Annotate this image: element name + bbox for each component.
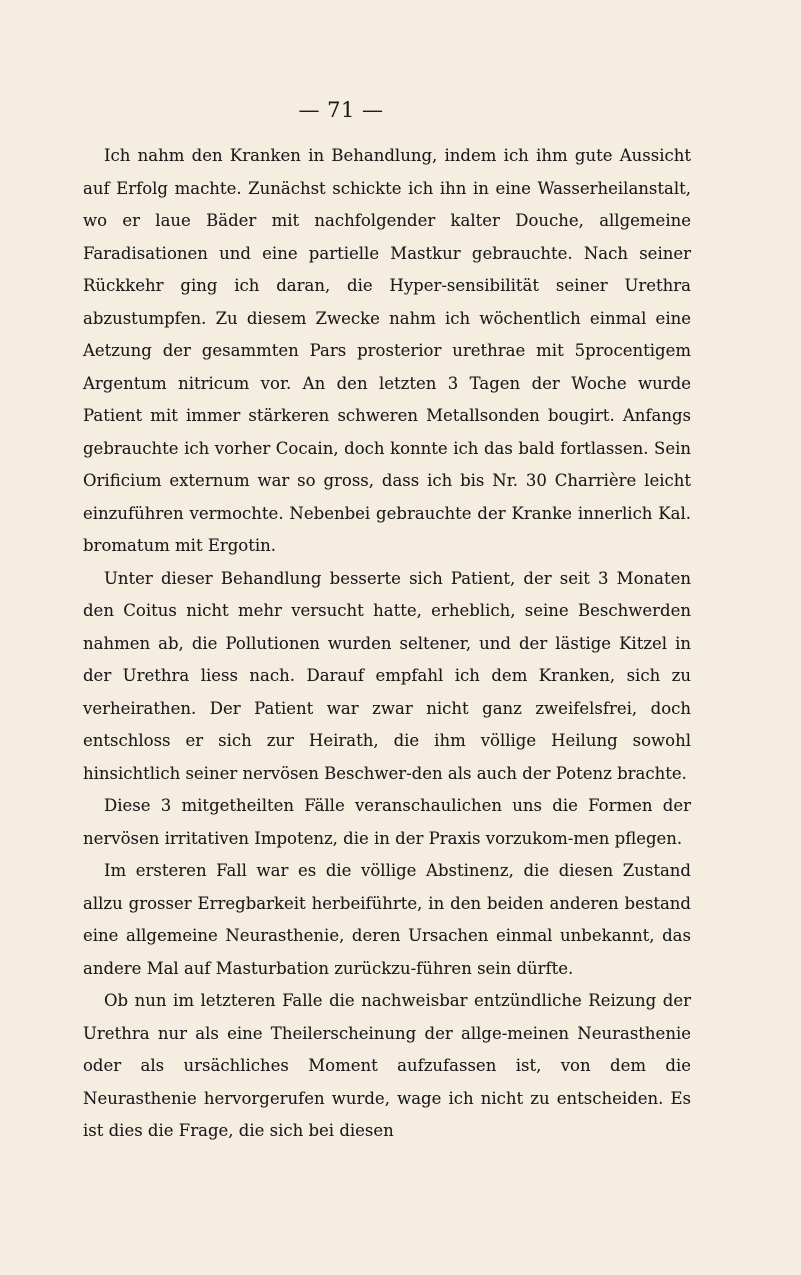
page-number: — 71 — [298,98,384,122]
body-text [83,140,691,1148]
paragraph: Diese 3 mitgetheilten Fälle veranschaulichen uns die Formen der nervösen irritativen Impotenz, die in der Praxis vorzukom-men pflegen. [83,796,691,848]
paragraph: Im ersteren Fall war es die völlige Abstinenz, die diesen Zustand allzu grosser Erregbarkeit herbeiführte, in den beiden anderen bestand eine allgemeine Neurasthenie, deren Ursachen einmal unbekannt, das andere Mal auf Masturbation zurückzu-führen sein dürfte. [83,861,691,978]
paragraph: Unter dieser Behandlung besserte sich Patient, der seit 3 Monaten den Coitus nicht mehr versucht hatte, erheblich, seine Beschwerden nahmen ab, die Pollutionen wurden seltener, und der lästige Kitzel in der Urethra liess nach. Darauf empfahl ich dem Kranken, sich zu verheirathen. Der Patient war zwar nicht ganz zweifelsfrei, doch entschloss er sich zur Heirath, die ihm völlige Heilung sowohl hinsichtlich seiner nervösen Beschwer-den als auch der Potenz brachte. [83,568,691,783]
paragraph: Ob nun im letzteren Falle die nachweisbar entzündliche Reizung der Urethra nur als eine Theilerscheinung der allge-meinen Neurasthenie oder als ursächliches Moment aufzufassen ist, von dem die Neurasthenie hervorgerufen wurde, wage ich nicht zu entscheiden. Es ist dies die Frage, die sich bei diesen [83,991,691,1140]
paragraph: Ich nahm den Kranken in Behandlung, indem ich ihm gute Aussicht auf Erfolg machte. Zunächst schickte ich ihn in eine Wasserheilanstalt, wo er laue Bäder mit nachfolgender kalter Douche, allgemeine Faradisationen und eine partielle Mastkur gebrauchte. Nach seiner Rückkehr ging ich daran, die Hyper-sensibilität seiner Urethra abzustumpfen. Zu diesem Zwecke nahm ich wöchentlich einmal eine Aetzung der gesammten Pars prosterior urethrae mit 5procentigem Argentum nitricum vor. An den letzten 3 Tagen der Woche wurde Patient mit immer stärkeren schweren Metallsonden bougirt. Anfangs gebrauchte ich vorher Cocain, doch konnte ich das bald fortlassen. Sein Orificium externum war so gross, dass ich bis Nr. 30 Charrière leicht einzuführen vermochte. Nebenbei gebrauchte der Kranke innerlich Kal. bromatum mit Ergotin. [83,146,691,555]
